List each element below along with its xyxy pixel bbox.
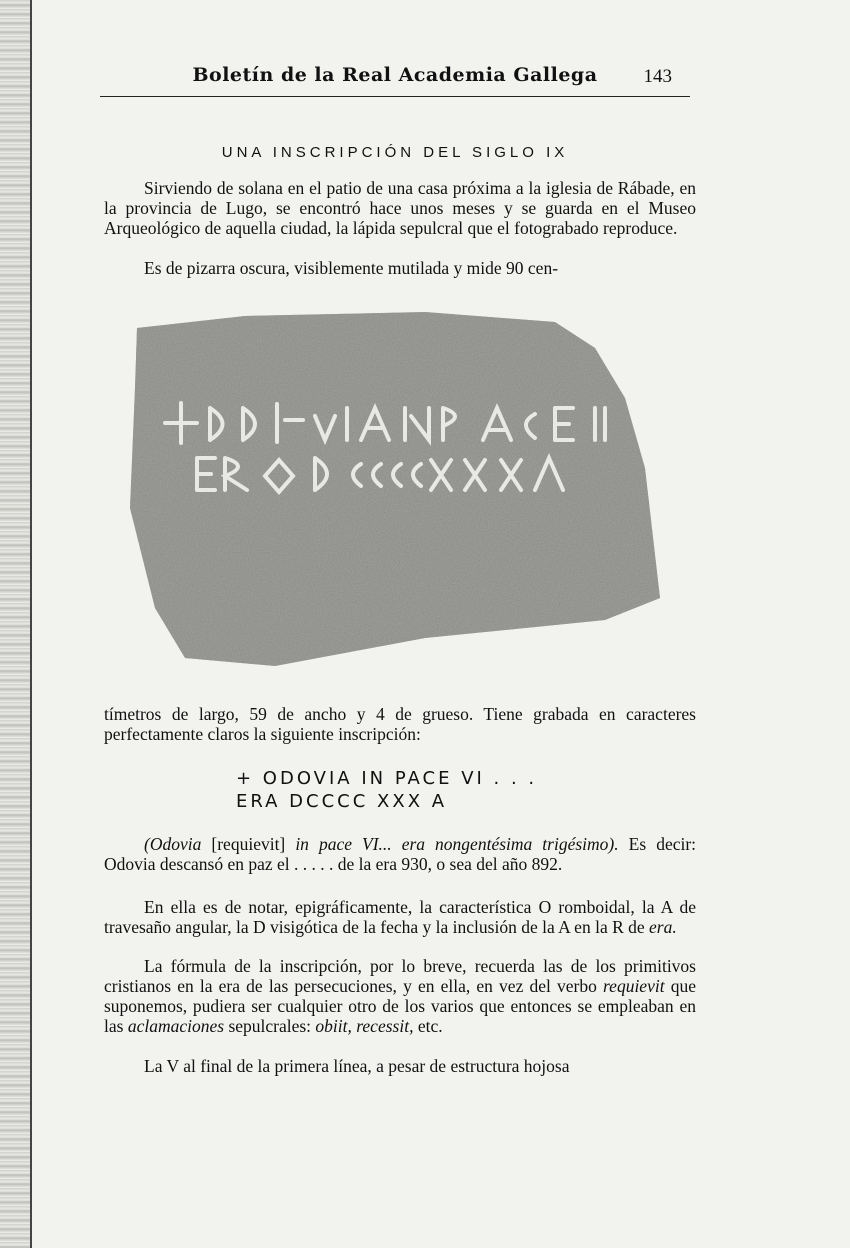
paragraph-7: La V al final de la primera línea, a pesar de estructura hojosa (144, 1056, 570, 1076)
paragraph-4 (104, 834, 696, 874)
inscription-line-2: ERA DCCCC XXX A (236, 791, 448, 812)
p6-italic-3: obiit, recessit, (315, 1016, 414, 1036)
paragraph-6 (104, 956, 696, 1036)
paragraph-3: tímetros de largo, 59 de ancho y 4 de grueso. Tiene grabada en caracteres perfectamente claros la siguiente inscripción: (104, 704, 696, 744)
p4-italic-1: (Odovia (144, 834, 202, 854)
article-title: UNA INSCRIPCIÓN DEL SIGLO IX (221, 144, 569, 161)
p6-text-1: La fórmula de la inscripción, por lo breve, recuerda las de los primitivos cristianos en la era de las persecuciones, y en ella, en vez del verbo (104, 956, 696, 996)
inscription-line-1: + ODOVIA IN PACE VI . . . (236, 768, 538, 789)
p6-text-2: que suponemos, pudiera ser cualquier otro de los varios que entonces se empleaban en las (104, 976, 697, 1036)
inscription-stone-photo (125, 308, 665, 670)
page-number: 143 (643, 66, 672, 87)
p6-italic-2: aclamaciones (127, 1016, 225, 1036)
page-binding-edge (0, 0, 32, 1248)
p4-plain-1: [requievit] (211, 834, 286, 854)
p4-rest: Es decir: Odovia descansó en paz el . . . . . de la era 930, o sea del año 892. (104, 834, 697, 874)
p6-text-3: sepulcrales: (228, 1016, 312, 1036)
p6-italic-1: requievit (603, 976, 665, 996)
paragraph-1: Sirviendo de solana en el patio de una casa próxima a la iglesia de Rábade, en la provincia de Lugo, se encontró hace unos meses y se guarda en el Museo Arqueológico de aquella ciudad, la lápida sepulcral que el fotograbado reproduce. (104, 178, 696, 238)
running-title: Boletín de la Real Academia Gallega (192, 64, 598, 86)
p5-text: En ella es de notar, epigráficamente, la característica O romboidal, la A de travesaño angular, la D visigótica de la fecha y la inclusión de la A en la R de (104, 897, 696, 937)
p4-italic-2: in pace VI... era nongentésima trigésimo). (295, 834, 619, 854)
running-header (100, 64, 690, 97)
paragraph-2: Es de pizarra oscura, visiblemente mutilada y mide 90 cen- (144, 258, 559, 278)
p6-text-4: etc. (417, 1016, 443, 1036)
paragraph-5 (104, 897, 696, 937)
p5-italic: era. (649, 917, 677, 937)
